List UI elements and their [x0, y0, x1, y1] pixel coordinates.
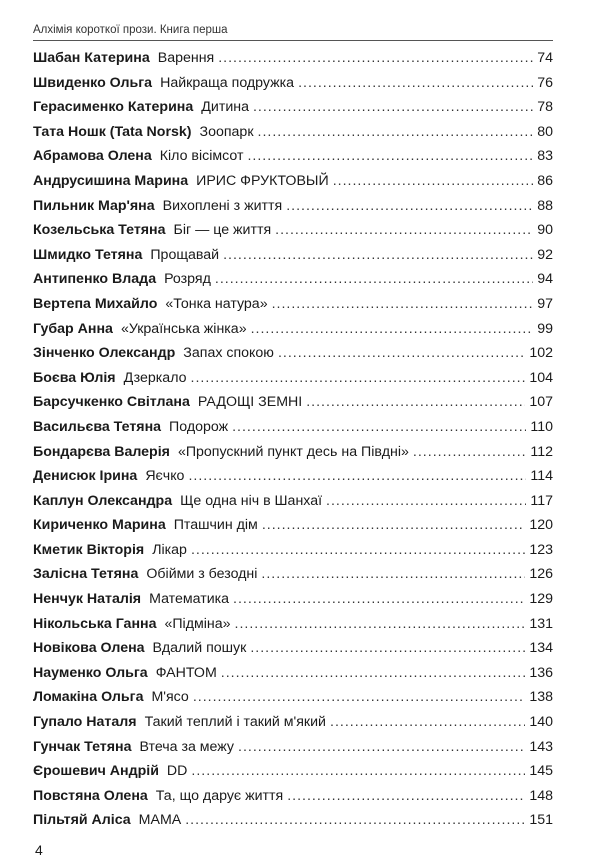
dot-leader	[306, 390, 525, 415]
entry-title: Найкраща подружка	[160, 74, 295, 91]
entry-author: Гунчак Тетяна	[33, 738, 132, 755]
entry-title: Математика	[149, 591, 230, 608]
toc-entry	[33, 415, 553, 440]
dot-leader	[191, 366, 526, 391]
toc-entry	[33, 169, 553, 194]
entry-page: 136	[529, 664, 553, 681]
entry-author: Боєва Юлія	[33, 369, 116, 386]
entry-page: 76	[537, 74, 553, 91]
entry-title: Зоопарк	[199, 123, 254, 140]
entry-author: Губар Анна	[33, 320, 113, 337]
entry-title: ФАНТОМ	[155, 664, 217, 681]
dot-leader	[193, 685, 526, 710]
toc-entry	[33, 636, 553, 661]
dot-leader	[221, 661, 526, 686]
dot-leader	[250, 636, 525, 661]
entry-page: 99	[537, 320, 553, 337]
dot-leader	[262, 513, 526, 538]
entry-page: 148	[529, 787, 553, 804]
entry-title: Та, що дарує життя	[155, 787, 284, 804]
toc-entry	[33, 464, 553, 489]
entry-author: Зінченко Олександр	[33, 345, 176, 362]
entry-title: «Українська жінка»	[120, 320, 247, 337]
toc-entry	[33, 243, 553, 268]
dot-leader	[218, 46, 533, 71]
dot-leader	[287, 784, 525, 809]
entry-page: 151	[529, 812, 553, 829]
toc-entry	[33, 759, 553, 784]
entry-author: Гупало Наталя	[33, 714, 137, 731]
dot-leader	[185, 808, 525, 833]
entry-author: Кириченко Марина	[33, 517, 166, 534]
entry-page: 102	[529, 345, 553, 362]
entry-page: 138	[529, 689, 553, 706]
toc-entry	[33, 587, 553, 612]
toc-entry	[33, 218, 553, 243]
entry-title: «Тонка натура»	[165, 295, 268, 312]
entry-page: 80	[537, 123, 553, 140]
entry-author: Бондарєва Валерія	[33, 443, 170, 460]
toc-entry	[33, 612, 553, 637]
entry-page: 104	[529, 369, 553, 386]
toc-entry	[33, 144, 553, 169]
entry-page: 114	[530, 468, 553, 485]
entry-author: Науменко Ольга	[33, 664, 148, 681]
entry-page: 92	[537, 246, 553, 263]
entry-title: Ще одна ніч в Шанхаї	[180, 492, 323, 509]
entry-author: Вертепа Михайло	[33, 295, 158, 312]
dot-leader	[298, 71, 533, 96]
dot-leader	[247, 144, 533, 169]
entry-page: 107	[529, 394, 553, 411]
toc-entry	[33, 120, 553, 145]
entry-page: 126	[529, 566, 553, 583]
toc-entry	[33, 685, 553, 710]
dot-leader	[235, 612, 526, 637]
entry-title: Такий теплий і такий м'який	[144, 714, 326, 731]
entry-page: 90	[537, 222, 553, 239]
dot-leader	[330, 710, 525, 735]
dot-leader	[326, 489, 526, 514]
entry-author: Шабан Катерина	[33, 50, 150, 66]
toc-entry	[33, 95, 553, 120]
entry-title: Обійми з безодні	[146, 566, 258, 583]
dot-leader	[275, 218, 533, 243]
entry-title: Біг — це життя	[173, 222, 272, 239]
entry-page: 131	[529, 615, 553, 632]
dot-leader	[272, 292, 534, 317]
entry-page: 112	[530, 443, 553, 460]
entry-author: Денисюк Ірина	[33, 468, 138, 485]
entry-title: Розряд	[164, 271, 211, 288]
dot-leader	[278, 341, 525, 366]
dot-leader	[286, 194, 533, 219]
dot-leader	[233, 587, 525, 612]
toc-entry	[33, 341, 553, 366]
toc-entry	[33, 562, 553, 587]
toc-entry	[33, 513, 553, 538]
toc-entry	[33, 489, 553, 514]
entry-page: 123	[529, 541, 553, 558]
entry-title: Вдалий пошук	[152, 640, 247, 657]
entry-title: МАМА	[138, 812, 182, 829]
dot-leader	[261, 562, 525, 587]
entry-page: 145	[529, 763, 553, 780]
entry-title: ИРИС ФРУКТОВЫЙ	[196, 172, 329, 189]
entry-author: Ненчук Наталія	[33, 591, 142, 608]
entry-author: Абрамова Олена	[33, 148, 152, 165]
entry-author: Нікольська Ганна	[33, 615, 157, 632]
toc-entry	[33, 710, 553, 735]
toc-entry	[33, 735, 553, 760]
entry-author: Шмидко Тетяна	[33, 246, 143, 263]
entry-author: Тата Ношк (Tata Norsk)	[33, 123, 192, 140]
dot-leader	[253, 95, 533, 120]
entry-author: Швиденко Ольга	[33, 74, 153, 91]
entry-page: 78	[537, 99, 553, 116]
dot-leader	[188, 464, 526, 489]
entry-author: Ломакіна Ольга	[33, 689, 144, 706]
entry-page: 97	[537, 295, 553, 312]
entry-page: 140	[529, 714, 553, 731]
entry-author: Антипенко Влада	[33, 271, 157, 288]
entry-page: 86	[537, 172, 553, 189]
entry-title: Дитина	[201, 99, 249, 116]
entry-author: Герасименко Катерина	[33, 99, 194, 116]
dot-leader	[232, 415, 526, 440]
entry-title: РАДОЩІ ЗЕМНІ	[197, 394, 303, 411]
dot-leader	[413, 440, 526, 465]
page-number: 4	[35, 842, 43, 858]
entry-author: Пільтяй Аліса	[33, 812, 131, 829]
dot-leader	[251, 317, 534, 342]
dot-leader	[238, 735, 525, 760]
toc-entry	[33, 784, 553, 809]
toc-entry	[33, 661, 553, 686]
dot-leader	[333, 169, 534, 194]
entry-page: 143	[529, 738, 553, 755]
entry-title: «Пропускний пункт десь на Півдні»	[177, 443, 409, 460]
entry-author: Залісна Тетяна	[33, 566, 139, 583]
table-of-contents	[33, 46, 553, 833]
entry-author: Козельська Тетяна	[33, 222, 166, 239]
entry-author: Барсучкенко Світлана	[33, 394, 190, 411]
entry-title: Кіло вісімсот	[159, 148, 244, 165]
dot-leader	[258, 120, 534, 145]
entry-author: Єрошевич Андрій	[33, 763, 159, 780]
toc-entry	[33, 808, 553, 833]
toc-entry	[33, 440, 553, 465]
entry-title: «Підміна»	[164, 615, 231, 632]
dot-leader	[191, 538, 525, 563]
entry-author: Васильєва Тетяна	[33, 418, 162, 435]
entry-title: Прощавай	[150, 246, 220, 263]
running-header: Алхімія короткої прози. Книга перша	[33, 24, 553, 41]
entry-title: Варення	[157, 50, 215, 66]
entry-title: Запах спокою	[183, 345, 274, 362]
toc-entry	[33, 390, 553, 415]
toc-entry	[33, 366, 553, 391]
toc-entry	[33, 46, 553, 71]
entry-author: Каплун Олександра	[33, 492, 173, 509]
toc-entry	[33, 194, 553, 219]
toc-entry	[33, 317, 553, 342]
entry-page: 110	[530, 418, 553, 435]
entry-title: Вихоплені з життя	[162, 197, 283, 214]
entry-title: DD	[166, 763, 188, 780]
toc-entry	[33, 538, 553, 563]
entry-author: Андрусишина Марина	[33, 172, 189, 189]
entry-page: 117	[530, 492, 553, 509]
toc-entry	[33, 292, 553, 317]
entry-title: Подорож	[169, 418, 229, 435]
entry-page: 74	[537, 50, 553, 66]
entry-title: М'ясо	[151, 689, 189, 706]
entry-author: Пильник Мар'яна	[33, 197, 155, 214]
entry-title: Яєчко	[145, 468, 185, 485]
entry-title: Пташчин дім	[173, 517, 258, 534]
entry-author: Кметик Вікторія	[33, 541, 145, 558]
entry-page: 94	[537, 271, 553, 288]
toc-entry	[33, 71, 553, 96]
dot-leader	[215, 267, 533, 292]
entry-author: Повстяна Олена	[33, 787, 148, 804]
entry-title: Лікар	[152, 541, 187, 558]
entry-page: 83	[537, 148, 553, 165]
toc-entry	[33, 267, 553, 292]
entry-title: Втеча за межу	[139, 738, 235, 755]
entry-author: Новікова Олена	[33, 640, 145, 657]
dot-leader	[191, 759, 525, 784]
entry-page: 120	[529, 517, 553, 534]
entry-title: Дзеркало	[123, 369, 187, 386]
entry-page: 134	[529, 640, 553, 657]
dot-leader	[223, 243, 533, 268]
entry-page: 129	[529, 591, 553, 608]
entry-page: 88	[537, 197, 553, 214]
